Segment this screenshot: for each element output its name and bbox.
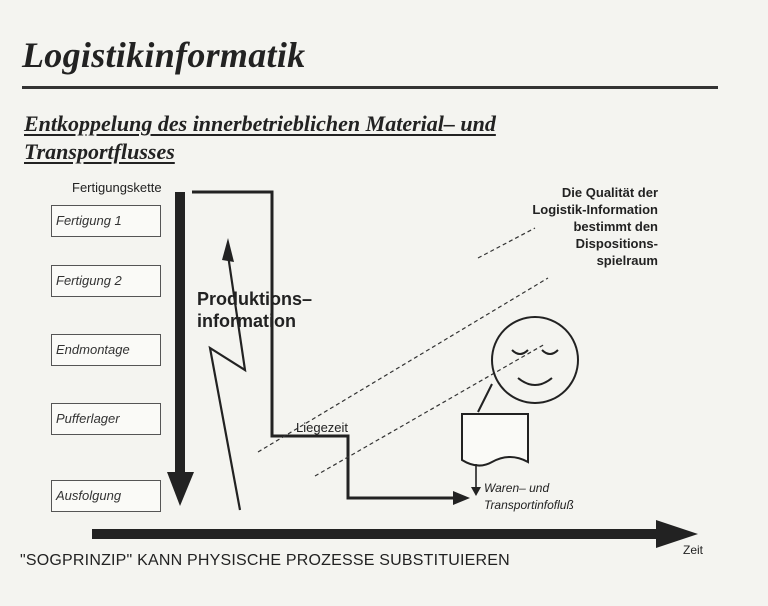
stage-box-fertigung-2: Fertigung 2 bbox=[51, 265, 161, 297]
quality-line-2: Logistik-Information bbox=[532, 202, 658, 217]
smiley-mouth bbox=[518, 378, 552, 385]
material-flow-arrow-head bbox=[453, 491, 470, 505]
liegezeit-label: Liegezeit bbox=[296, 420, 349, 435]
quality-line-1: Die Qualität der bbox=[561, 185, 658, 200]
quality-line-4: Dispositions- bbox=[575, 236, 658, 251]
production-info-arrow-head bbox=[222, 238, 234, 262]
stage-box-pufferlager: Pufferlager bbox=[51, 403, 161, 435]
subtitle-line-2: Transportflusses bbox=[24, 139, 175, 164]
subtitle-line-1: Entkoppelung des innerbetrieblichen Material– und bbox=[24, 111, 496, 136]
production-chain-arrow-shaft bbox=[175, 192, 185, 477]
smiley-right-eye bbox=[542, 350, 558, 354]
material-flow-line bbox=[192, 192, 455, 498]
stage-box-fertigung-1: Fertigung 1 bbox=[51, 205, 161, 237]
fertigungskette-label: Fertigungskette bbox=[72, 180, 162, 195]
smiley-left-eye bbox=[512, 350, 528, 354]
production-info-line-1: Produktions– bbox=[197, 289, 313, 309]
flow-label bbox=[484, 480, 574, 514]
production-info-label bbox=[197, 288, 312, 332]
flow-label-line-1: Waren– und bbox=[484, 481, 550, 495]
stage-box-endmontage: Endmontage bbox=[51, 334, 161, 366]
quality-note bbox=[478, 184, 658, 269]
production-chain-arrow-head bbox=[167, 472, 194, 506]
flow-label-line-2: Transportinfofluß bbox=[484, 498, 574, 512]
document-icon bbox=[462, 414, 528, 466]
smiley-connector bbox=[478, 384, 492, 412]
production-info-line-2: information bbox=[197, 311, 296, 331]
page-title: Logistikinformatik bbox=[22, 35, 306, 75]
quality-line-5: spielraum bbox=[596, 253, 658, 268]
zeit-label: Zeit bbox=[683, 543, 704, 557]
document-arrow-head bbox=[471, 487, 481, 496]
quality-line-3: bestimmt den bbox=[573, 219, 658, 234]
time-axis-arrow-shaft bbox=[92, 529, 660, 539]
footer-caption: "SOGPRINZIP" KANN PHYSISCHE PROZESSE SUBSTITUIEREN bbox=[20, 552, 510, 569]
smiley-face bbox=[492, 317, 578, 403]
stage-box-ausfolgung: Ausfolgung bbox=[51, 480, 161, 512]
